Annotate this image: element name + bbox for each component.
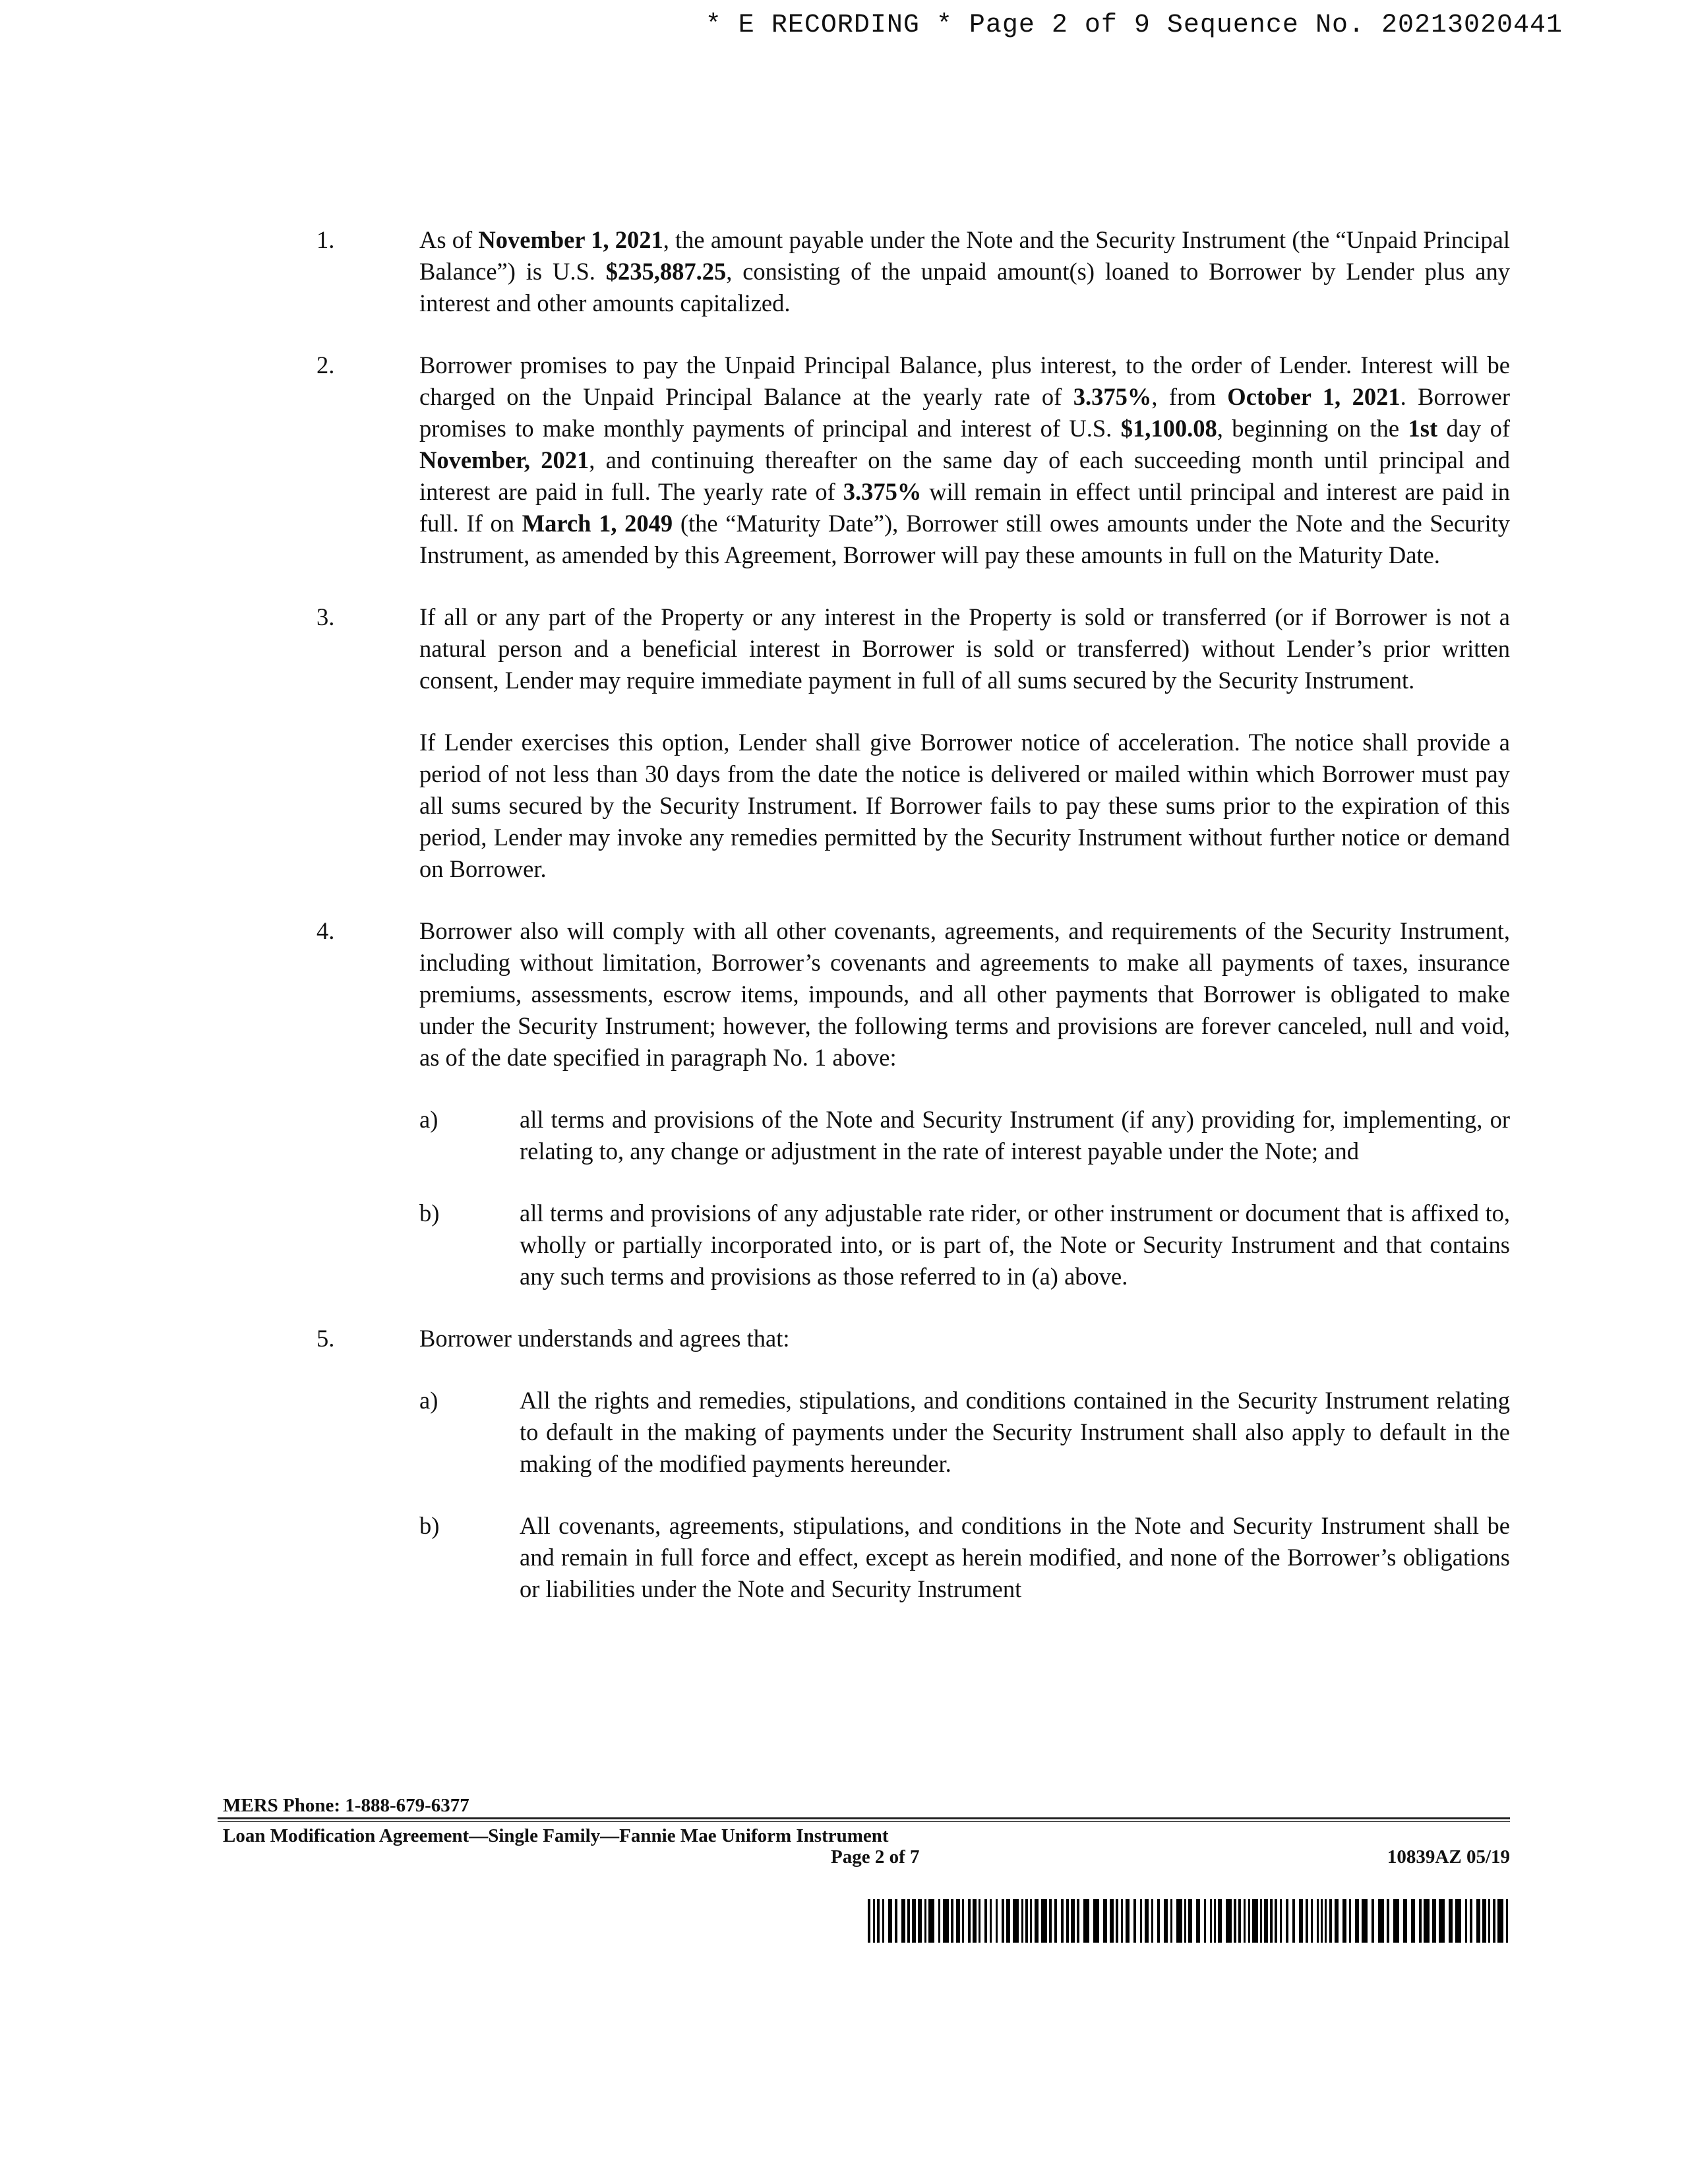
sub-paragraph-label: a) [419, 1106, 438, 1133]
footer-rule-thin [218, 1821, 1510, 1822]
sub-paragraph [419, 1385, 1510, 1480]
form-title: Loan Modification Agreement—Single Family—Fannie Mae Uniform Instrument [223, 1825, 889, 1846]
form-code: 10839AZ 05/19 [1387, 1846, 1510, 1867]
sub-paragraph-text: All the rights and remedies, stipulations, and conditions contained in the Security Instrument relating to default in the making of payments under the Security Instrument shall also apply to default in the making of the modified payments hereunder. [520, 1387, 1510, 1477]
agreement-body [316, 224, 1510, 1635]
sub-paragraph-text: all terms and provisions of any adjustable rate rider, or other instrument or document that is affixed to, wholly or partially incorporated into, or is part of, the Note or Security Instrument and that contains any such terms and provisions as those referred to in (a) above. [520, 1199, 1510, 1290]
sub-paragraph [419, 1198, 1510, 1292]
paragraph-text: If all or any part of the Property or any interest in the Property is sold or transferred (or if Borrower is not a natural person and a beneficial interest in Borrower is sold or transferred) without Lender’s prior written consent, Lender may require immediate payment in full of all sums secured by the Security Instrument. [419, 603, 1510, 694]
page-number: Page 2 of 7 [831, 1846, 920, 1867]
paragraph-number: 5. [316, 1325, 335, 1352]
numbered-paragraph-4 [316, 915, 1510, 1292]
paragraph-number: 1. [316, 226, 335, 253]
numbered-paragraph-3 [316, 601, 1510, 885]
recording-header: * E RECORDING * Page 2 of 9 Sequence No. 20213020441 [705, 11, 1563, 40]
paragraph-text: If Lender exercises this option, Lender shall give Borrower notice of acceleration. The notice shall provide a period of not less than 30 days from the date the notice is delivered or mailed within which Borrower must pay all sums secured by the Security Instrument. If Borrower fails to pay these sums prior to the expiration of this period, Lender may invoke any remedies permitted by the Security Instrument without further notice or demand on Borrower. [419, 729, 1510, 882]
numbered-paragraph-1 [316, 224, 1510, 319]
paragraph-text: Borrower promises to pay the Unpaid Principal Balance, plus interest, to the order of Lender. Interest will be charged on the Unpaid Principal Balance at the yearly rate of 3.375%, from October 1, 2021. Borrower promises to make monthly payments of principal and interest of U.S. $1,100.08, beginning on the 1st day of November, 2021, and continuing thereafter on the same day of each succeeding month until principal and interest are paid in full. The yearly rate of 3.375% will remain in effect until principal and interest are paid in full. If on March 1, 2049 (the “Maturity Date”), Borrower still owes amounts under the Note and the Security Instrument, as amended by this Agreement, Borrower will pay these amounts in full on the Maturity Date. [419, 351, 1511, 568]
sub-paragraph-label: b) [419, 1199, 440, 1227]
paragraph-text: Borrower also will comply with all other covenants, agreements, and requirements of the Security Instrument, including without limitation, Borrower’s covenants and agreements to make all payments of taxes, insurance premiums, assessments, escrow items, impounds, and all other payments that Borrower is obligated to make under the Security Instrument; however, the following terms and provisions are forever canceled, null and void, as of the date specified in paragraph No. 1 above: [419, 917, 1510, 1071]
paragraph-number: 3. [316, 603, 335, 630]
mers-phone: MERS Phone: 1-888-679-6377 [223, 1795, 469, 1816]
paragraph-text: As of November 1, 2021, the amount payable under the Note and the Security Instrument (the “Unpaid Principal Balance”) is U.S. $235,887.25, consisting of the unpaid amount(s) loaned to Borrower by Lender plus any interest and other amounts capitalized. [419, 226, 1511, 317]
numbered-paragraph-2 [316, 349, 1510, 571]
sub-paragraph-label: a) [419, 1387, 438, 1414]
numbered-paragraph-5 [316, 1323, 1510, 1605]
paragraph-number: 4. [316, 917, 335, 944]
barcode [868, 1899, 1510, 1943]
sub-paragraph-text: all terms and provisions of the Note and Security Instrument (if any) providing for, implementing, or relating to, any change or adjustment in the rate of interest payable under the Note; and [520, 1106, 1510, 1165]
sub-paragraph [419, 1510, 1510, 1605]
sub-paragraph-label: b) [419, 1512, 440, 1539]
paragraph-number: 2. [316, 351, 335, 379]
paragraph-text: Borrower understands and agrees that: [419, 1325, 790, 1352]
footer-rule [218, 1817, 1510, 1819]
sub-paragraph-text: All covenants, agreements, stipulations, and conditions in the Note and Security Instrument shall be and remain in full force and effect, except as herein modified, and none of the Borrower’s obligations or liabilities under the Note and Security Instrument [520, 1512, 1510, 1602]
sub-paragraph [419, 1104, 1510, 1167]
